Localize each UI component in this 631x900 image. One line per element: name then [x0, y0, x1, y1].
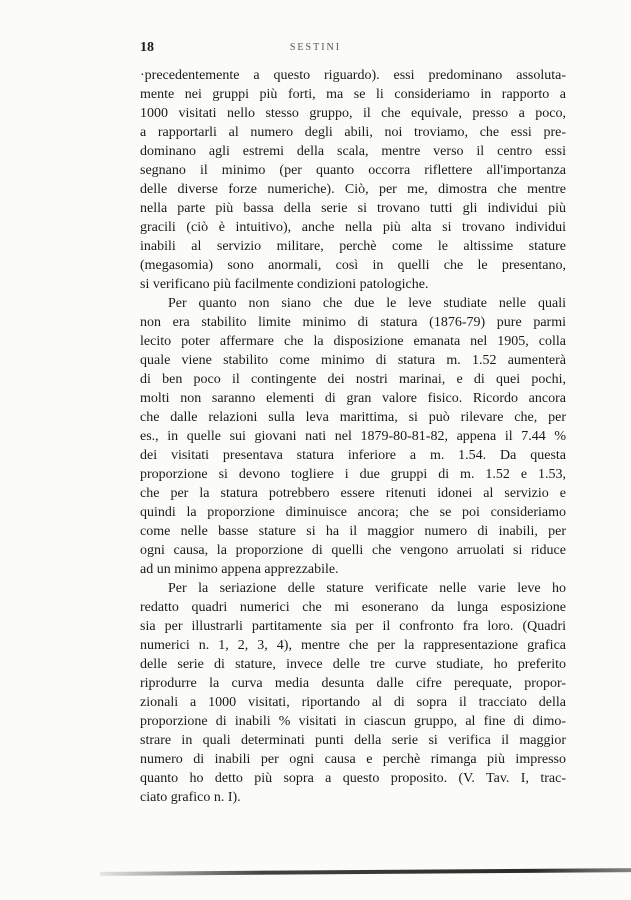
text-line: quanto ho detto più sopra a questo proposito. (V. Tav. I, trac-: [140, 771, 566, 786]
text-line: 1000 visitati nello stesso gruppo, il che equivale, presso a poco,: [140, 106, 566, 121]
text-line: dei visitati presentava statura inferiore a m. 1.54. Da questa: [140, 448, 566, 463]
text-line: di ben poco il contingente dei nostri marinai, e di quei pochi,: [140, 372, 566, 387]
text-line: dominano agli estremi della scala, mentre verso il centro essi: [140, 144, 566, 159]
page-number: 18: [140, 40, 154, 55]
text-line: zionali a 1000 visitati, riportando al di sopra il tracciato della: [140, 695, 566, 710]
body-text: [140, 66, 566, 807]
text-line: proporzione di inabili % visitati in ciascun gruppo, al fine di dimo-: [140, 714, 566, 729]
text-line: proporzione si devono togliere i due gruppi di m. 1.52 e 1.53,: [140, 467, 566, 482]
text-line: come nelle basse stature si ha il maggior numero di inabili, per: [140, 524, 566, 539]
text-line: Per quanto non siano che due le leve studiate nelle quali: [168, 296, 566, 311]
text-line: Per la seriazione delle stature verificate nelle varie leve ho: [168, 581, 566, 596]
text-line: ciato grafico n. I).: [140, 790, 241, 805]
text-line: lecito poter affermare che la disposizione emanata nel 1905, colla: [140, 334, 566, 349]
text-line: (megasomia) sono anormali, così in quelli che le presentano,: [140, 258, 566, 273]
text-line: ad un minimo appena apprezzabile.: [140, 562, 339, 577]
text-line: gracili (ciò è intuitivo), anche nella più alta si trovano individui: [140, 220, 566, 235]
text-line: a rapportarli al numero degli abili, noi troviamo, che essi pre-: [140, 125, 566, 140]
text-line: redatto quadri numerici che mi esonerano da lunga esposizione: [140, 600, 566, 615]
text-line: riprodurre la curva media desunta dalle cifre perequate, propor-: [140, 676, 566, 691]
text-line: si verificano più facilmente condizioni patologiche.: [140, 277, 429, 292]
paragraph-2: [140, 294, 566, 579]
text-line: es., in quelle sui giovani nati nel 1879-80-81-82, appena il 7.44 %: [140, 429, 566, 444]
text-line: numero di inabili per ogni causa e perchè rimanga più impresso: [140, 752, 566, 767]
paragraph-1: [140, 66, 566, 294]
text-line: strare in quali determinati punti della serie si verifica il maggior: [140, 733, 566, 748]
text-line: quale viene stabilito come minimo di statura m. 1.52 aumenterà: [140, 353, 566, 368]
text-line: non era stabilito limite minimo di statura (1876-79) pure parmi: [140, 315, 566, 330]
text-line: ·precedentemente a questo riguardo). essi predominano assoluta-: [140, 68, 566, 83]
text-line: delle serie di stature, invece delle tre curve studiate, ho preferito: [140, 657, 566, 672]
text-line: sia per illustrarli partitamente sia per il confronto fra loro. (Quadri: [140, 619, 566, 634]
scan-edge-shadow: [100, 868, 631, 876]
text-line: delle diverse forze numeriche). Ciò, per me, dimostra che mentre: [140, 182, 566, 197]
running-head: SESTINI: [289, 42, 342, 53]
text-line: numerici n. 1, 2, 3, 4), mentre che per la rappresentazione grafica: [140, 638, 566, 653]
text-line: molti non saranno elementi di gran valore fisico. Ricordo ancora: [140, 391, 566, 406]
text-line: quindi la proporzione diminuisce ancora; che se poi consideriamo: [140, 505, 566, 520]
text-line: inabili al servizio militare, perchè come le altissime stature: [140, 239, 566, 254]
text-line: che per la statura potrebbero essere ritenuti idonei al servizio e: [140, 486, 566, 501]
paragraph-3: [140, 579, 566, 807]
text-line: mente nei gruppi più forti, ma se li consideriamo in rapporto a: [140, 87, 566, 102]
text-line: nella parte più bassa della serie si trovano tutti gli individui più: [140, 201, 566, 216]
text-line: che dalle relazioni sulla leva marittima, si può rilevare che, per: [140, 410, 566, 425]
text-line: ogni causa, la proporzione di quelli che vengono arruolati si riduce: [140, 543, 566, 558]
text-line: segnano il minimo (per quanto occorra riflettere all'importanza: [140, 163, 566, 178]
